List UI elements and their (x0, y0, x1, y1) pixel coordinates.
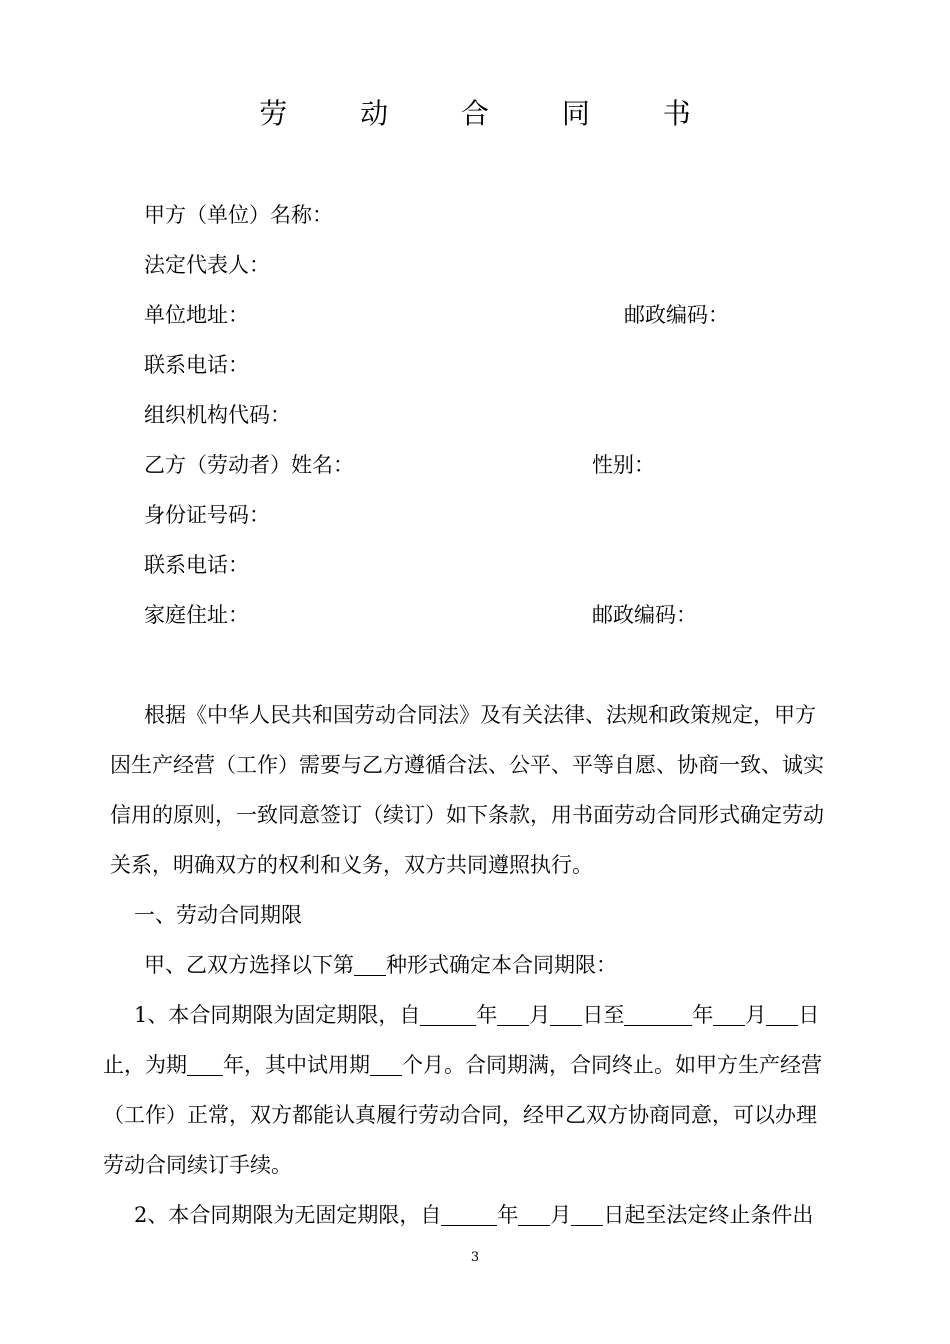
item-1-line-2 (103, 1050, 822, 1080)
preamble-line: 因生产经营（工作）需要与乙方遵循合法、公平、平等自愿、协商一致、诚实 (110, 753, 824, 777)
end-day-blank[interactable] (766, 1003, 798, 1026)
party-a-org-code-label: 组织机构代码： (144, 403, 291, 427)
item-1-text: 年，其中试用期 (223, 1053, 370, 1077)
party-b-gender-label: 性别： (592, 453, 655, 477)
preamble-line: 根据《中华人民共和国劳动合同法》及有关法律、法规和政策规定，甲方 (144, 703, 816, 727)
term-choice-text: 甲、乙双方选择以下第 (144, 953, 354, 977)
party-b-id-label: 身份证号码： (144, 503, 270, 527)
month-label: 月 (550, 1203, 572, 1227)
year-label: 年 (497, 1203, 519, 1227)
month-label: 月 (529, 1003, 551, 1027)
end-month-blank[interactable] (713, 1003, 745, 1026)
page-number: 3 (470, 1250, 480, 1265)
year-label: 年 (476, 1003, 498, 1027)
party-a-address-label: 单位地址： (144, 303, 249, 327)
item-1-line-3: （工作）正常，双方都能认真履行劳动合同，经甲乙双方协商同意，可以办理 (103, 1103, 817, 1127)
party-b-address-label: 家庭住址： (144, 603, 249, 627)
preamble-line: 信用的原则，一致同意签订（续订）如下条款，用书面劳动合同形式确定劳动 (110, 803, 824, 827)
document-title: 劳 动 合 同 书 (259, 97, 723, 130)
term-choice-text: 种形式确定本合同期限： (386, 953, 617, 977)
party-a-phone-label: 联系电话： (144, 353, 249, 377)
item-1-text: 个月。合同期满，合同终止。如甲方生产经营 (402, 1053, 822, 1077)
item-1-text: 止，为期 (103, 1053, 187, 1077)
start-year-blank[interactable] (420, 1003, 476, 1026)
party-b-phone-label: 联系电话： (144, 553, 249, 577)
preamble-line: 关系，明确双方的权利和义务，双方共同遵照执行。 (110, 853, 593, 877)
start-month-blank[interactable] (497, 1003, 529, 1026)
open-start-day-blank[interactable] (571, 1203, 603, 1226)
end-year-blank[interactable] (624, 1003, 692, 1026)
party-b-name-label: 乙方（劳动者）姓名： (144, 453, 354, 477)
party-a-postcode-label: 邮政编码： (624, 303, 729, 327)
item-2-line-1 (134, 1200, 813, 1230)
month-label: 月 (745, 1003, 767, 1027)
open-start-month-blank[interactable] (518, 1203, 550, 1226)
item-2-text: 2、本合同期限为无固定期限，自 (134, 1203, 442, 1227)
probation-months-blank[interactable] (370, 1053, 402, 1076)
start-day-blank[interactable] (550, 1003, 582, 1026)
item-2-text: 日起至法定终止条件出 (603, 1203, 814, 1227)
party-a-rep-label: 法定代表人： (144, 253, 270, 277)
item-1-line-4: 劳动合同续订手续。 (103, 1153, 292, 1177)
item-1-text: 1、本合同期限为固定期限，自 (134, 1003, 421, 1027)
item-1-line-1 (134, 1000, 819, 1030)
year-label: 年 (692, 1003, 714, 1027)
day-to-label: 日至 (582, 1003, 625, 1027)
day-label: 日 (798, 1003, 820, 1027)
open-start-year-blank[interactable] (441, 1203, 497, 1226)
term-choice-line (144, 950, 617, 980)
section-1-heading: 一、劳动合同期限 (134, 903, 302, 927)
term-choice-blank[interactable] (354, 953, 386, 976)
party-a-name-label: 甲方（单位）名称： (144, 203, 333, 227)
party-b-postcode-label: 邮政编码： (592, 603, 697, 627)
term-years-blank[interactable] (187, 1053, 223, 1076)
